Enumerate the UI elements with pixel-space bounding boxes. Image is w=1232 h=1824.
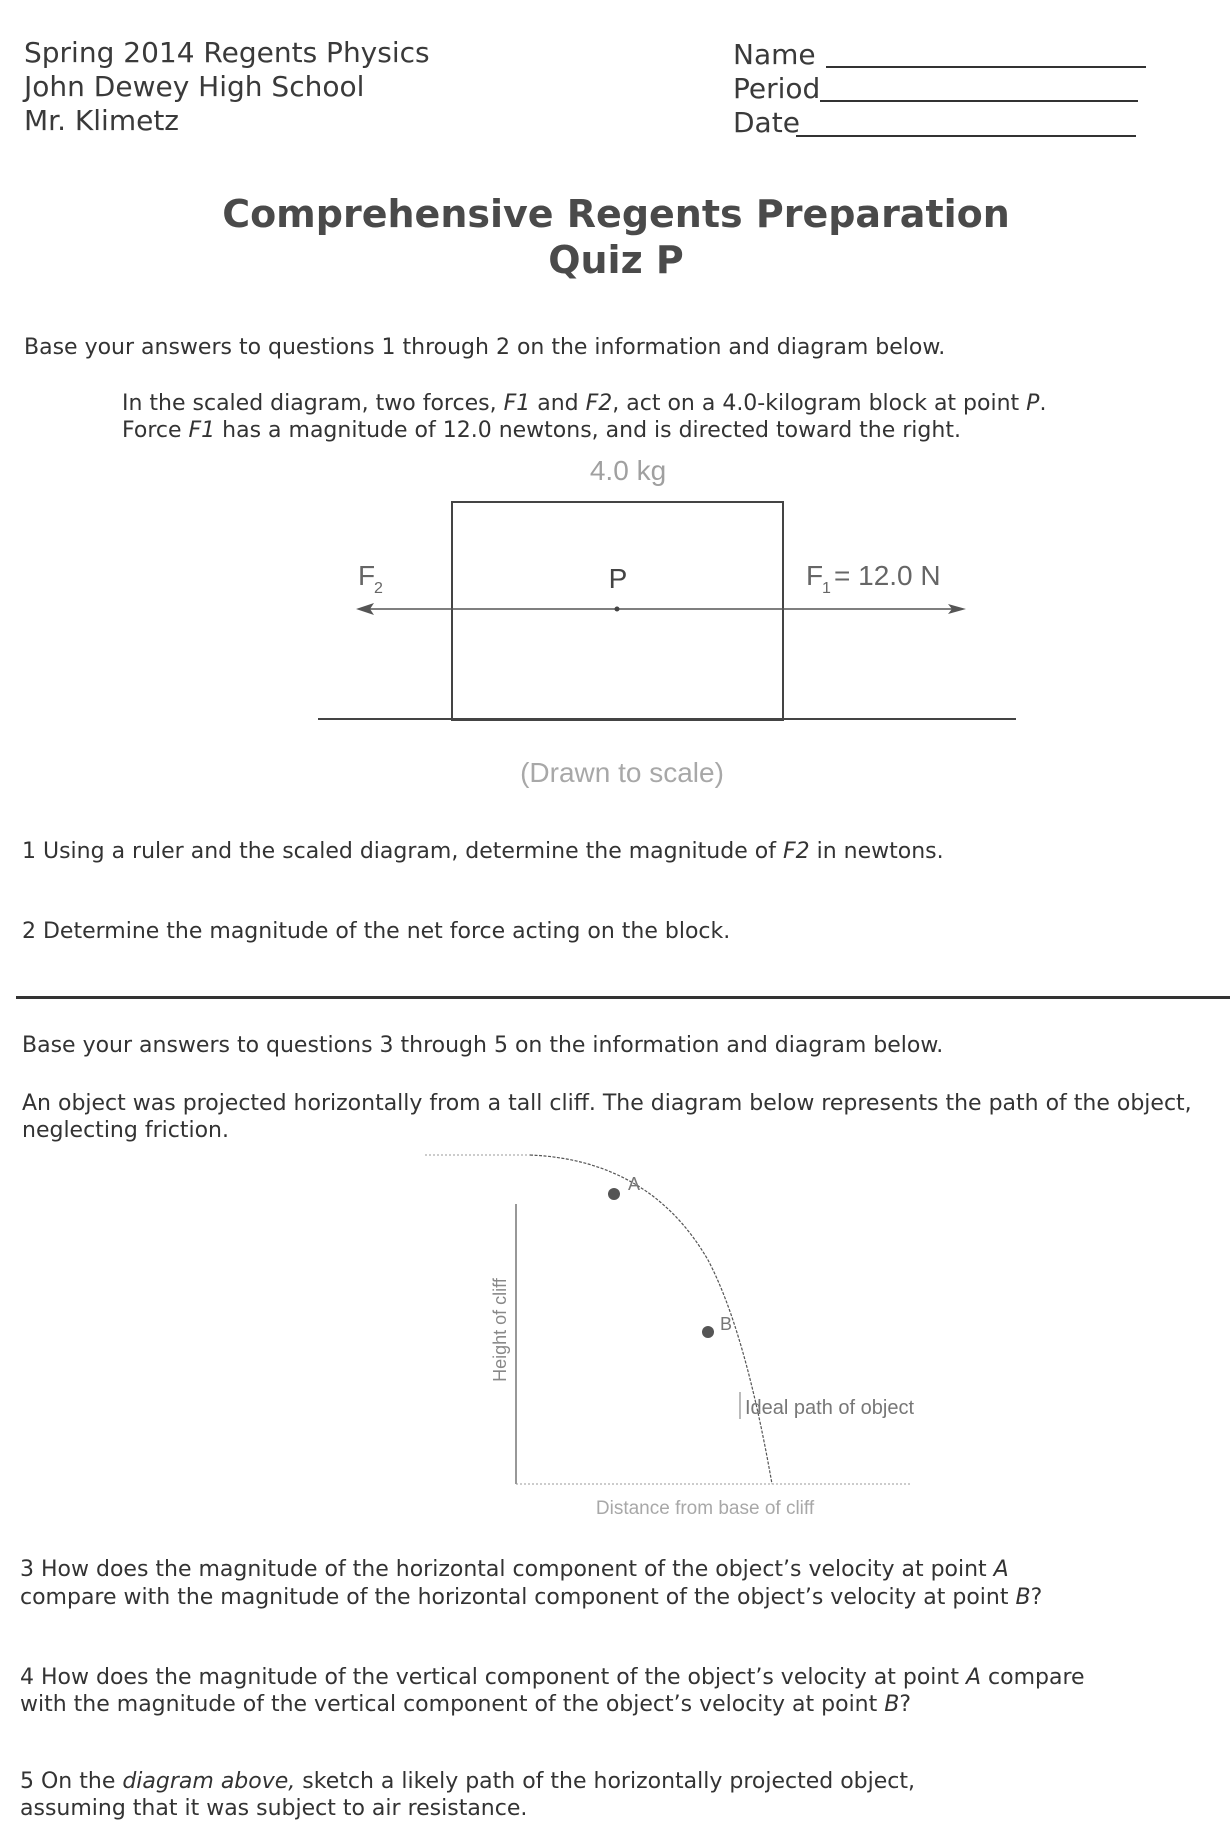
point-a-dot [608, 1188, 620, 1200]
name-line[interactable] [826, 66, 1146, 68]
projectile-diagram [0, 1140, 1232, 1520]
school-name: John Dewey High School [24, 70, 365, 103]
scale-caption: (Drawn to scale) [520, 757, 724, 788]
x-axis-label: Distance from base of cliff [595, 1498, 815, 1519]
section-divider [16, 996, 1230, 999]
period-label: Period [733, 72, 821, 105]
section1-intro: Base your answers to questions 1 through 2 on the information and diagram below. [24, 335, 946, 360]
point-p-label: P [608, 563, 628, 594]
section2-info-line2: neglecting friction. [22, 1118, 229, 1143]
section1-info-line1: In the scaled diagram, two forces, F1 and F2, act on a 4.0-kilogram block at point P. [122, 391, 1047, 416]
title-line2: Quiz P [548, 238, 684, 282]
f2-subscript: 2 [374, 580, 383, 597]
title-line1: Comprehensive Regents Preparation [222, 192, 1010, 236]
section2-info-line1: An object was projected horizontally from a tall cliff. The diagram below represents the path of the object, [22, 1091, 1192, 1116]
section1-info-line2: Force F1 has a magnitude of 12.0 newtons, and is directed toward the right. [122, 418, 961, 443]
question-4-line1: 4 How does the magnitude of the vertical component of the object’s velocity at point A compare [20, 1665, 1085, 1690]
date-line[interactable] [796, 135, 1136, 137]
point-b-label: B [720, 1314, 733, 1334]
date-label: Date [733, 106, 800, 139]
course-name: Spring 2014 Regents Physics [24, 36, 430, 69]
f1-label: F [806, 560, 824, 591]
question-4-line2: with the magnitude of the vertical component of the object’s velocity at point B? [20, 1692, 912, 1717]
f2-label: F [358, 560, 376, 591]
point-b-dot [702, 1326, 714, 1338]
question-1: 1 Using a ruler and the scaled diagram, determine the magnitude of F2 in newtons. [22, 839, 944, 864]
point-p-dot [615, 607, 620, 612]
question-5-line2: assuming that it was subject to air resistance. [20, 1796, 528, 1821]
period-line[interactable] [820, 100, 1138, 102]
question-3-line1: 3 How does the magnitude of the horizontal component of the object’s velocity at point A [20, 1557, 1009, 1582]
question-2: 2 Determine the magnitude of the net force acting on the block. [22, 919, 731, 944]
name-label: Name [733, 38, 816, 71]
question-3-line2: compare with the magnitude of the horizontal component of the object’s velocity at point B? [20, 1585, 1043, 1610]
y-axis-label: Height of cliff [490, 1278, 510, 1382]
mass-label: 4.0 kg [589, 455, 667, 486]
ideal-path [530, 1155, 772, 1484]
f1-subscript: 1 [822, 580, 831, 597]
block-force-diagram [0, 440, 1232, 800]
path-label: Ideal path of object [745, 1397, 915, 1419]
f1-value: = 12.0 N [834, 560, 941, 591]
section2-intro: Base your answers to questions 3 through 5 on the information and diagram below. [22, 1033, 944, 1058]
teacher-name: Mr. Klimetz [24, 104, 179, 137]
question-5-line1: 5 On the diagram above, sketch a likely path of the horizontally projected object, [20, 1769, 915, 1794]
point-a-label: A [628, 1174, 641, 1194]
